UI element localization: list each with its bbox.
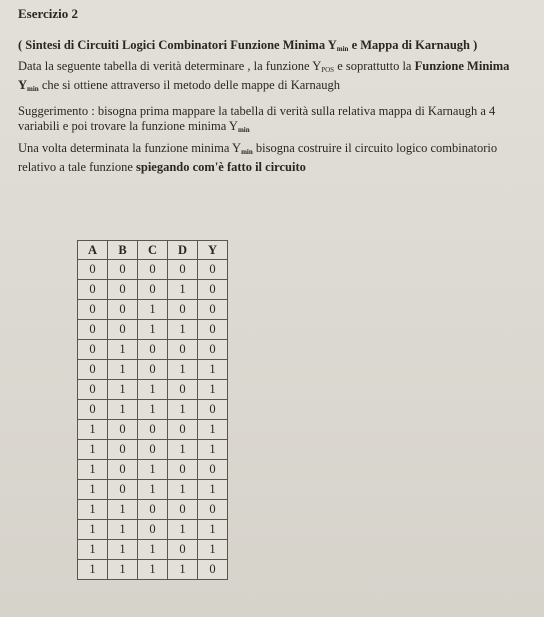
hint-paragraph (18, 104, 534, 138)
table-cell: 1 (78, 460, 108, 480)
table-row (78, 560, 228, 580)
table-cell: 0 (168, 380, 198, 400)
p1-bold-text: Funzione Minima (414, 59, 510, 73)
table-cell: 1 (138, 400, 168, 420)
table-cell: 0 (138, 440, 168, 460)
table-cell: 0 (78, 380, 108, 400)
table-row (78, 360, 228, 380)
p2-text: Suggerimento : bisogna prima mappare la tabella di verità sulla relativa mappa di Karnaugh a 4 variabili e poi trovare la funzione minima Y (18, 104, 496, 133)
table-cell: 1 (138, 300, 168, 320)
table-row (78, 280, 228, 300)
table-cell: 0 (108, 420, 138, 440)
p1-text-3: che si ottiene attraverso il metodo delle mappe di Karnaugh (38, 78, 340, 92)
p1-subscript-pos: POS (321, 66, 335, 74)
table-cell: 0 (138, 520, 168, 540)
subtitle-text-end: e Mappa di Karnaugh ) (348, 38, 478, 52)
truth-table-header-row (78, 241, 228, 260)
table-cell: 1 (138, 320, 168, 340)
table-cell: 0 (78, 280, 108, 300)
table-row (78, 400, 228, 420)
table-cell: 1 (198, 480, 228, 500)
table-cell: 0 (78, 260, 108, 280)
table-cell: 1 (138, 460, 168, 480)
table-cell: 1 (78, 540, 108, 560)
table-row (78, 480, 228, 500)
table-cell: 0 (198, 500, 228, 520)
table-row (78, 260, 228, 280)
table-cell: 0 (168, 260, 198, 280)
table-cell: 1 (78, 480, 108, 500)
table-cell: 0 (108, 320, 138, 340)
table-cell: 1 (168, 560, 198, 580)
table-row (78, 460, 228, 480)
table-cell: 0 (138, 260, 168, 280)
table-cell: 0 (198, 560, 228, 580)
table-cell: 1 (138, 540, 168, 560)
table-cell: 1 (168, 440, 198, 460)
table-cell: 0 (198, 260, 228, 280)
table-cell: 0 (78, 340, 108, 360)
subtitle-subscript: min (336, 45, 349, 53)
table-cell: 1 (138, 480, 168, 500)
table-cell: 0 (198, 460, 228, 480)
table-cell: 0 (78, 360, 108, 380)
table-cell: 1 (138, 380, 168, 400)
table-cell: 1 (198, 440, 228, 460)
table-cell: 1 (168, 520, 198, 540)
table-row (78, 500, 228, 520)
p1-y-symbol: Y (18, 78, 28, 92)
table-row (78, 380, 228, 400)
table-cell: 0 (168, 340, 198, 360)
table-cell: 1 (168, 400, 198, 420)
table-cell: 1 (168, 360, 198, 380)
table-cell: 0 (168, 540, 198, 560)
p2-subscript: min (237, 126, 250, 134)
exercise-title: Esercizio 2 (18, 6, 79, 21)
table-cell: 1 (168, 320, 198, 340)
table-cell: 0 (108, 480, 138, 500)
header-c: C (138, 241, 168, 260)
header-b: B (108, 241, 138, 260)
header-y: Y (198, 241, 228, 260)
table-cell: 1 (78, 420, 108, 440)
table-cell: 1 (108, 500, 138, 520)
table-cell: 0 (78, 320, 108, 340)
table-cell: 1 (198, 360, 228, 380)
p1-text-2: e soprattutto la (334, 59, 415, 73)
table-cell: 1 (108, 340, 138, 360)
table-cell: 1 (78, 500, 108, 520)
table-cell: 1 (78, 520, 108, 540)
table-row (78, 540, 228, 560)
table-row (78, 320, 228, 340)
table-cell: 1 (198, 420, 228, 440)
table-cell: 1 (108, 400, 138, 420)
table-cell: 1 (108, 380, 138, 400)
table-cell: 1 (198, 520, 228, 540)
table-cell: 1 (198, 380, 228, 400)
table-row (78, 420, 228, 440)
table-row (78, 300, 228, 320)
table-cell: 0 (108, 460, 138, 480)
circuit-paragraph (18, 141, 534, 175)
p3-bold-text: spiegando com'è fatto il circuito (136, 160, 306, 174)
table-cell: 1 (168, 480, 198, 500)
p3-subscript: min (241, 148, 253, 156)
table-cell: 0 (138, 280, 168, 300)
table-row (78, 440, 228, 460)
exercise-subtitle (18, 38, 534, 57)
table-cell: 0 (108, 440, 138, 460)
table-cell: 1 (168, 280, 198, 300)
table-cell: 0 (198, 320, 228, 340)
table-cell: 0 (108, 280, 138, 300)
table-cell: 1 (108, 560, 138, 580)
table-cell: 0 (168, 460, 198, 480)
table-cell: 0 (198, 280, 228, 300)
table-cell: 0 (138, 360, 168, 380)
table-cell: 0 (198, 400, 228, 420)
table-cell: 1 (108, 520, 138, 540)
table-cell: 0 (78, 400, 108, 420)
table-cell: 0 (138, 340, 168, 360)
header-d: D (168, 241, 198, 260)
p1-text-1: Data la seguente tabella di verità determinare , la funzione Y (18, 59, 322, 73)
table-cell: 1 (138, 560, 168, 580)
table-row (78, 520, 228, 540)
p1-subscript-min: min (27, 85, 39, 93)
table-cell: 0 (138, 420, 168, 440)
p3-text-1: Una volta determinata la funzione minima Y (18, 141, 242, 155)
table-cell: 1 (78, 560, 108, 580)
subtitle-text-start: ( Sintesi di Circuiti Logici Combinatori Funzione Minima Y (18, 38, 337, 52)
table-cell: 0 (168, 420, 198, 440)
table-cell: 1 (108, 540, 138, 560)
truth-table (77, 240, 228, 580)
table-cell: 1 (198, 540, 228, 560)
table-cell: 1 (78, 440, 108, 460)
table-cell: 0 (108, 260, 138, 280)
truth-table-body (78, 260, 228, 580)
table-cell: 0 (168, 300, 198, 320)
table-cell: 0 (78, 300, 108, 320)
table-cell: 0 (198, 340, 228, 360)
table-cell: 0 (108, 300, 138, 320)
table-cell: 0 (168, 500, 198, 520)
table-cell: 0 (138, 500, 168, 520)
table-cell: 1 (108, 360, 138, 380)
table-cell: 0 (198, 300, 228, 320)
instruction-paragraph (18, 59, 534, 97)
p3-text-2: bisogna costruire il circuito logico combinatorio relativo a tale funzione (18, 141, 498, 174)
header-a: A (78, 241, 108, 260)
table-row (78, 340, 228, 360)
